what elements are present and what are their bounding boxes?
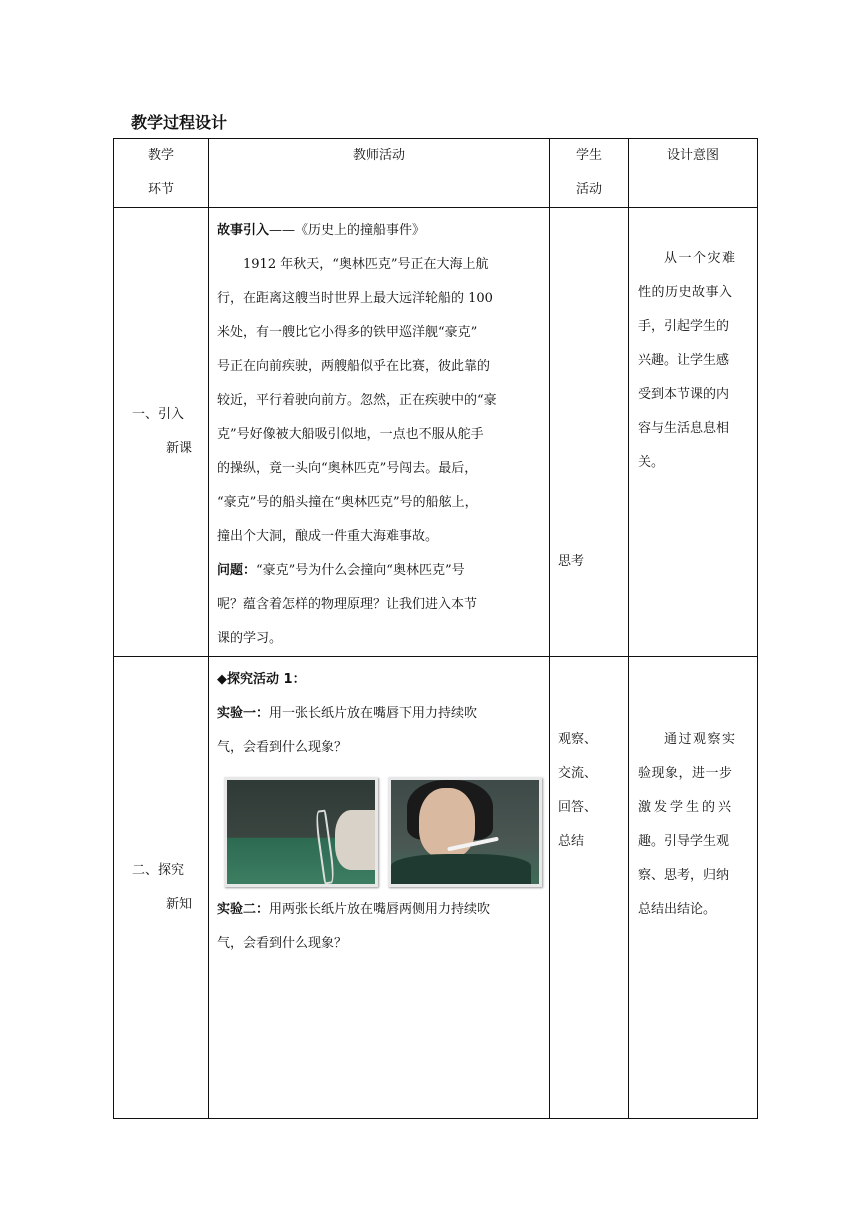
experiment2-line: 气，会看到什么现象？ <box>217 936 348 951</box>
section-explore-line1: 二、探究 <box>132 862 185 878</box>
section-explore-line2: 新知 <box>165 896 192 912</box>
intent-line: 手，引起学生的 <box>638 319 730 334</box>
intent-line: 关。 <box>638 455 665 470</box>
activity-heading: ◆探究活动 1： <box>217 672 306 687</box>
intent-line: 总结出结论。 <box>638 902 717 917</box>
section-intro-line2: 新课 <box>165 441 192 456</box>
header-intent: 设计意图 <box>629 139 758 208</box>
story-line: 1912 年秋天，“奥林匹克”号正在大海上航 <box>243 257 489 272</box>
experiment1-label: 实验一： <box>217 706 270 721</box>
intent-line: 通过观察实 <box>664 732 737 747</box>
experiment1-line: 气，会看到什么现象？ <box>217 740 348 755</box>
table-row-intro <box>114 208 758 657</box>
section-explore <box>114 657 209 1119</box>
student-activity-line: 总结 <box>558 834 585 849</box>
table-row-explore <box>114 657 758 1119</box>
story-line: 号正在向前疾驶，两艘船似乎在比赛，彼此靠的 <box>217 359 491 374</box>
design-intent-intro <box>629 208 758 657</box>
student-activity-line: 观察、 <box>558 732 598 747</box>
student-activity-explore <box>550 657 629 1119</box>
header-teacher: 教师活动 <box>209 139 550 208</box>
header-student-line1: 学生 <box>575 148 602 163</box>
photo-student-blowing-paper <box>388 777 542 887</box>
header-section <box>114 139 209 208</box>
student-activity-text: 思考 <box>558 554 585 569</box>
experiment2-label: 实验二： <box>217 902 270 917</box>
header-student-line2: 活动 <box>575 182 602 197</box>
experiment-photos <box>224 777 542 887</box>
intent-line: 激发学生的兴 <box>638 800 735 815</box>
section-intro <box>114 208 209 657</box>
experiment1-line: 用一张长纸片放在嘴唇下用力持续吹 <box>269 706 478 721</box>
header-row <box>114 139 758 208</box>
question-line: 呢？蕴含着怎样的物理原理？让我们进入本节 <box>217 597 478 612</box>
student-activity-intro <box>550 208 629 657</box>
teaching-process-table <box>113 138 758 1119</box>
header-section-line1: 教学 <box>147 148 174 163</box>
question-label: 问题： <box>217 563 257 578</box>
design-intent-explore <box>629 657 758 1119</box>
experiment2-line: 用两张长纸片放在嘴唇两侧用力持续吹 <box>269 902 491 917</box>
story-label: 故事引入 <box>217 223 270 238</box>
teacher-activity-explore <box>209 657 550 1119</box>
story-line: 克”号好像被大船吸引似地，一点也不服从舵手 <box>217 427 484 442</box>
intent-line: 验现象，进一步 <box>638 766 733 781</box>
header-student <box>550 139 629 208</box>
story-line: 行，在距离这艘当时世界上最大远洋轮船的 100 <box>217 291 493 306</box>
question-line: 课的学习。 <box>217 631 283 646</box>
intent-line: 受到本节课的内 <box>638 387 730 402</box>
student-activity-line: 回答、 <box>558 800 598 815</box>
story-line: 米处，有一艘比它小得多的铁甲巡洋舰“豪克” <box>217 325 478 340</box>
intent-line: 容与生活息息相 <box>638 421 730 436</box>
photo-blowing-single-strip <box>224 777 378 887</box>
header-section-line2: 环节 <box>147 182 174 197</box>
intent-line: 兴趣。让学生感 <box>638 353 730 368</box>
teacher-activity-intro <box>209 208 550 657</box>
intent-line: 从一个灾难 <box>664 251 737 266</box>
intent-line: 察、思考，归纳 <box>638 868 730 883</box>
story-line: 的操纵，竟一头向“奥林匹克”号闯去。最后， <box>217 461 478 476</box>
student-activity-line: 交流、 <box>558 766 598 781</box>
story-line: 较近，平行着驶向前方。忽然，正在疾驶中的“豪 <box>217 393 497 408</box>
section-intro-line1: 一、引入 <box>132 407 185 422</box>
story-line: 撞出个大洞，酿成一件重大海难事故。 <box>217 529 439 544</box>
story-title: ——《历史上的撞船事件》 <box>269 223 426 238</box>
question-line: “豪克”号为什么会撞向“奥林匹克”号 <box>256 563 465 578</box>
document-title: 教学过程设计 <box>131 113 228 132</box>
intent-line: 性的历史故事入 <box>638 285 733 300</box>
story-line: “豪克”号的船头撞在“奥林匹克”号的船舷上， <box>217 495 478 510</box>
intent-line: 趣。引导学生观 <box>638 834 730 849</box>
